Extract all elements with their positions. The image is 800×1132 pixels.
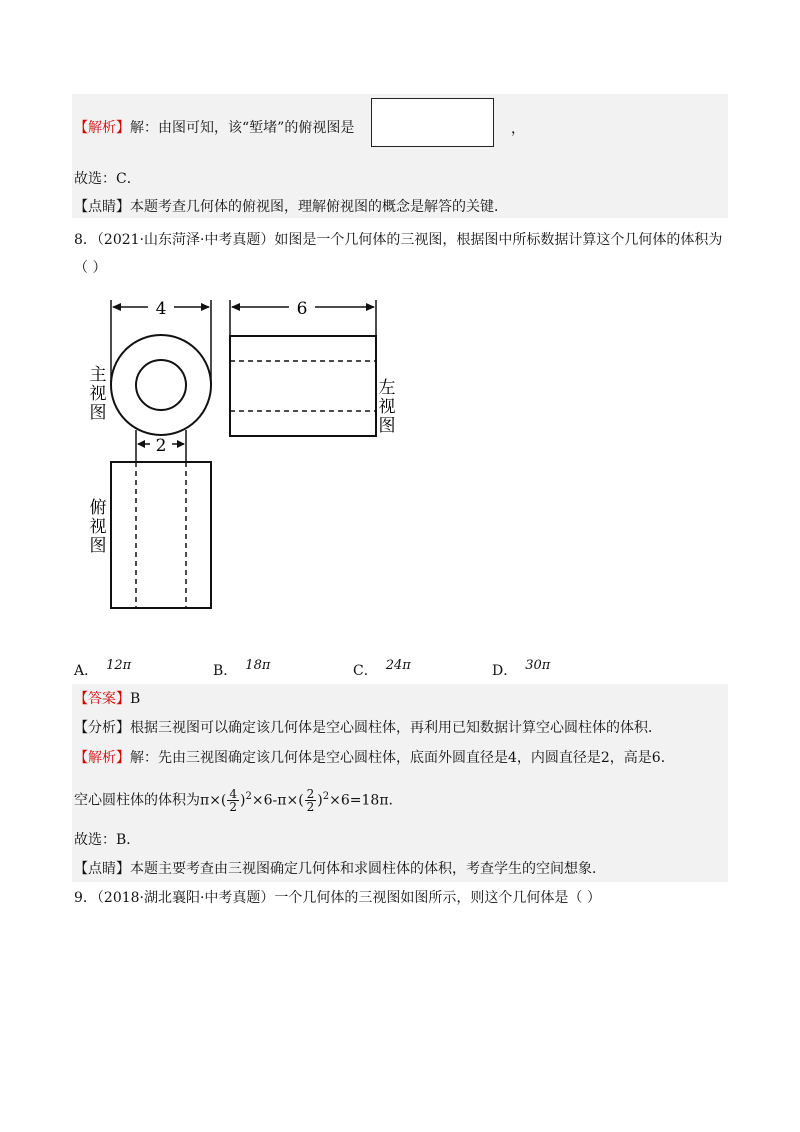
formula-sq-1: 2 (245, 791, 252, 802)
prev-dianjing-tag: 【点睛】 (74, 199, 130, 215)
dim-4-arrow-right (201, 303, 210, 311)
top-view-rect (111, 462, 211, 608)
option-b-value: 18π (245, 658, 271, 673)
front-view-label-1: 主 (89, 365, 107, 385)
dim-4-label: 4 (155, 299, 167, 319)
q8-jiexi-line (74, 749, 675, 767)
dim-2-arrow-right (177, 440, 185, 448)
q8-stem-line1: 8．（2021·山东菏泽·中考真题）如图是一个几何体的三视图，根据图中所标数据计算这个几何体的体积为 (74, 232, 723, 248)
q8-answer-line (74, 690, 140, 708)
top-view-label-1: 俯 (89, 498, 107, 518)
q8-fenxi-line (74, 719, 662, 737)
q9-stem: 9．（2018·湖北襄阳·中考真题）一个几何体的三视图如图所示，则这个几何体是（ ） (74, 890, 601, 906)
formula-prefix: 空心圆柱体的体积为 (74, 792, 200, 809)
top-view-label-3: 图 (89, 536, 107, 556)
q8-stem-line2: （ ） (74, 260, 107, 276)
q8-answer-value: B (130, 691, 141, 707)
dim-6-arrow-left (231, 303, 240, 311)
option-d (492, 660, 550, 680)
left-view-label-2: 视 (378, 397, 396, 417)
dim-6-arrow-right (366, 303, 375, 311)
q8-dianjing-text: 本题主要考查由三视图确定几何体和求圆柱体的体积，考查学生的空间想象． (130, 861, 606, 877)
q8-choose: 故选：B． (74, 832, 141, 848)
option-c-value: 24π (385, 658, 411, 673)
option-c-letter: C． (353, 663, 378, 679)
prev-dianjing-text: 本题考查几何体的俯视图，理解俯视图的概念是解答的关键． (130, 199, 508, 215)
option-d-letter: D． (492, 663, 518, 679)
formula-pi1: π×( (200, 792, 227, 809)
q8-dianjing-line (74, 860, 606, 878)
prev-jiexi-tag: 【解析】 (74, 120, 130, 136)
front-view-label-2: 视 (89, 384, 107, 404)
q8-jiexi-tag: 【解析】 (74, 750, 130, 766)
option-c (353, 660, 411, 680)
top-view-label-2: 视 (89, 517, 107, 537)
formula-frac-1 (227, 788, 239, 813)
option-a-letter: A． (74, 663, 99, 679)
formula-close-2: ) (317, 792, 323, 809)
left-view-rect (230, 336, 376, 436)
dim-6-label: 6 (296, 299, 308, 319)
prev-choose: 故选：C． (74, 171, 141, 187)
dim-4-arrow-left (112, 303, 121, 311)
q8-fenxi-tag: 【分析】 (74, 720, 130, 736)
formula-frac-2-num: 2 (306, 787, 315, 802)
q8-answer-tag: 【答案】 (74, 691, 130, 707)
formula-sq-2: 2 (322, 791, 330, 802)
dim-2-label: 2 (155, 436, 167, 456)
left-view-label-1: 左 (378, 378, 396, 398)
front-view-inner-circle (136, 360, 186, 410)
front-view-label-3: 图 (89, 403, 107, 423)
prev-comma: ， (511, 121, 525, 137)
option-b (213, 660, 270, 680)
q8-formula-line (74, 782, 393, 816)
front-view-outer-circle (111, 335, 211, 435)
formula-frac-1-num: 4 (229, 787, 238, 802)
option-a (74, 660, 131, 680)
formula-mid: ×6-π×( (251, 792, 304, 809)
q8-fenxi-text: 根据三视图可以确定该几何体是空心圆柱体，再利用已知数据计算空心圆柱体的体积． (130, 720, 662, 736)
dim-2-arrow-left (137, 440, 145, 448)
formula-frac-2-den: 2 (306, 800, 315, 815)
q8-jiexi-text: 解：先由三视图确定该几何体是空心圆柱体，底面外圆直径是4，内圆直径是2，高是6． (130, 750, 675, 766)
option-b-letter: B． (213, 663, 238, 679)
q8-dianjing-tag: 【点睛】 (74, 861, 130, 877)
formula-tail: ×6=18π. (329, 792, 393, 809)
formula-close-1: ) (240, 792, 246, 809)
option-a-value: 12π (106, 658, 132, 673)
formula-frac-2 (305, 788, 317, 813)
left-view-label-3: 图 (378, 416, 396, 436)
prev-jiexi-text: 解：由图可知，该“堑堵”的俯视图是 (130, 120, 355, 136)
formula-frac-1-den: 2 (229, 800, 238, 815)
option-d-value: 30π (525, 658, 551, 673)
